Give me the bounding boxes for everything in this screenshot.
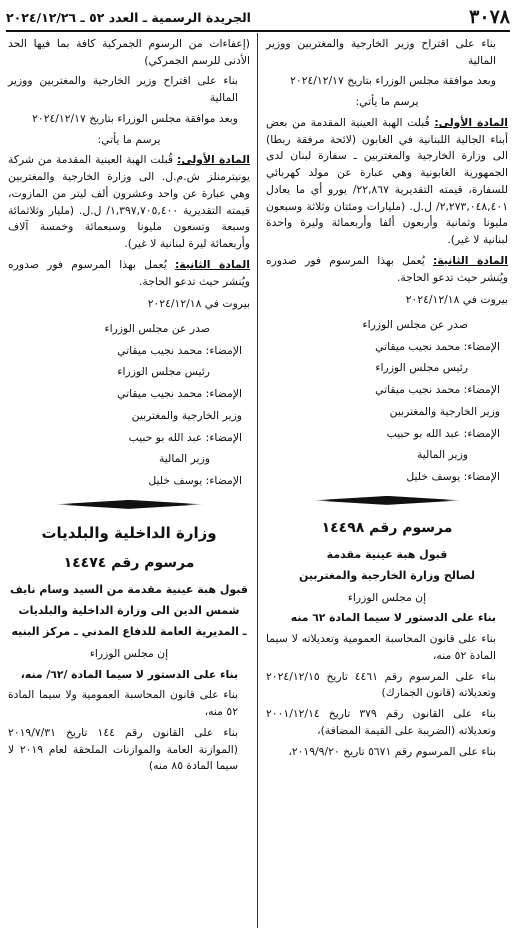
article-2 (266, 253, 508, 286)
date-line: بيروت في ٢٠٢٤/١٢/١٨ (405, 293, 508, 307)
signature-line: صدر عن مجلس الوزراء (362, 318, 468, 332)
paragraph: (إعفاءات من الرسوم الجمركية كافة بما فيها الحد الأدنى للرسم الجمركي) (8, 37, 250, 67)
paragraph: يرسم ما يأتي: (97, 132, 161, 146)
signature-line: رئيس مجلس الوزراء (375, 361, 468, 375)
council-line: إن مجلس الوزراء (347, 590, 427, 604)
signature-line: صدر عن مجلس الوزراء (104, 322, 210, 336)
signature-line: وزير المالية (417, 448, 468, 462)
signature-line: الإمضاء: محمد نجيب ميقاتي (375, 383, 500, 397)
page-header (6, 4, 510, 32)
article-2 (8, 257, 250, 290)
signature-line: وزير المالية (159, 452, 210, 466)
paragraph: بناء على اقتراح وزير الخارجية والمغتربين ووزير المالية (266, 37, 496, 67)
paragraph: وبعد موافقة مجلس الوزراء بتاريخ ٢٠٢٤/١٢/١٧ (290, 74, 496, 88)
article-text: يُعمل بهذا المرسوم فور صدوره ويُنشر حيث تدعو الحاجة. (8, 257, 250, 288)
signature-line: الإمضاء: يوسف خليل (406, 470, 500, 484)
signature-line: الإمضاء: محمد نجيب ميقاتي (117, 387, 242, 401)
right-column (266, 36, 508, 764)
paragraph: بناء على اقتراح وزير الخارجية والمغتربين ووزير المالية (8, 74, 238, 105)
section-separator (54, 500, 204, 510)
decree-subject: ـ المديرية العامة للدفاع المدني ـ مركز البنيه (11, 624, 247, 638)
signature-line: الإمضاء: محمد نجيب ميقاتي (375, 339, 500, 353)
signature-line: الإمضاء: محمد نجيب ميقاتي (117, 343, 242, 357)
decree-title: مرسوم رقم ١٤٤٩٨ (321, 519, 453, 536)
recital: بناء على القانون رقم ١٤٤ تاريخ ٢٠١٩/٧/٣١ (الموازنة العامة والموازنات الملحقة لعام ٢٠١٩ لا سيما المادة ٨٥ منه) (8, 725, 238, 773)
recital: بناء على الدستور لا سيما المادة ٦٢ منه (290, 611, 496, 625)
recital: بناء على القانون رقم ٣٧٩ تاريخ ٢٠٠١/١٢/١٤ وتعديلاته (الضريبة على القيمة المضافة)، (266, 707, 496, 737)
paragraph: وبعد موافقة مجلس الوزراء بتاريخ ٢٠٢٤/١٢/١٧ (32, 111, 238, 125)
article-1 (8, 152, 250, 252)
recital: بناء على الدستور لا سيما المادة /٦٢/ منه، (20, 667, 238, 681)
decree-subject: شمس الدين الى وزارة الداخلية والبلديات (18, 603, 240, 617)
column-divider (257, 33, 258, 928)
council-line: إن مجلس الوزراء (89, 646, 169, 660)
signature-line: الإمضاء: يوسف خليل (148, 474, 242, 488)
signature-line: الإمضاء: عبد الله بو حبيب (386, 426, 500, 440)
decree-title: مرسوم رقم ١٤٤٧٤ (63, 555, 195, 572)
signature-line: الإمضاء: عبد الله بو حبيب (128, 430, 242, 444)
section-separator (312, 496, 462, 506)
recital: بناء على قانون المحاسبة العمومية ولا سيما المادة ٥٢ منه، (8, 688, 238, 719)
decree-subject: لصالح وزارة الخارجية والمغتربين (299, 568, 475, 582)
article-1 (266, 115, 508, 249)
article-label: المادة الأولى: (434, 115, 509, 129)
article-text: قُبلت الهبة العينية المقدمة من شركة يونيترمنلز ش.م.ل. الى وزارة الخارجية والمغتربين وهي عبارة عن واحد وعشرون ألف ليتر من المازوت، قيمته التقديرية ١,٣٩٧,٧٠٥,٤٠٠/ ل.ل. (مليار وثلاثمائة وسبعة وتسعون مليونا وسبعمائة وخمسة آلاف وأربعمائة ليرة لبنانية لا غير). (8, 153, 250, 251)
article-label: المادة الثانية: (432, 253, 509, 267)
paragraph: يرسم ما يأتي: (355, 95, 419, 109)
signature-line: رئيس مجلس الوزراء (117, 365, 210, 379)
left-column (8, 36, 250, 779)
recital: بناء على المرسوم رقم ٥٦٧١ تاريخ ٢٠١٩/٩/٢٠، (288, 744, 496, 758)
article-label: المادة الأولى: (177, 153, 251, 167)
recital: بناء على المرسوم رقم ٤٤٦١ تاريخ ٢٠٢٤/١٢/١٥ وتعديلاته (قانون الجمارك) (266, 669, 496, 700)
article-label: المادة الثانية: (174, 257, 251, 271)
signature-line: وزير الخارجية والمغتربين (389, 404, 500, 418)
date-line: بيروت في ٢٠٢٤/١٢/١٨ (147, 297, 250, 311)
ministry-heading: وزارة الداخلية والبلديات (41, 523, 217, 542)
article-text: قُبلت الهبة العينية المقدمة من بعض أبناء الجالية اللبنانية في الغابون (لائحة مرفقة ربطا) الى وزارة الخارجية والمغتربين ـ سفارة لبنان لدى الجمهورية الغابونية وهي عبارة عن مولد كهربائي للسفارة، قيمته التقديرية ٢٢,٨٦٧/ يورو أي ما يعادل ٢,٢٧٣,٠٤٨,٤٠١/ ل.ل. (مليارات ومئتان وثلاثة وسبعون مليونا وثمانية وأربعون ألفا وأربعمائة وليرة واحدة لبنانية لا غير). (266, 115, 508, 247)
decree-subject: قبول هبة عينية مقدمة من السيد وسام نايف (10, 582, 248, 596)
signature-line: وزير الخارجية والمغتربين (131, 408, 242, 422)
recital: بناء على قانون المحاسبة العمومية وتعديلاته لا سيما المادة ٥٢ منه، (266, 632, 496, 662)
page-number: ٣٠٧٨ (469, 6, 510, 28)
decree-subject: قبول هبة عينية مقدمة (326, 547, 448, 561)
article-text: يُعمل بهذا المرسوم فور صدوره ويُنشر حيث تدعو الحاجة. (266, 253, 508, 284)
running-head: الجريدة الرسمية ـ العدد ٥٢ ـ ٢٠٢٤/١٢/٢٦ (6, 9, 251, 25)
